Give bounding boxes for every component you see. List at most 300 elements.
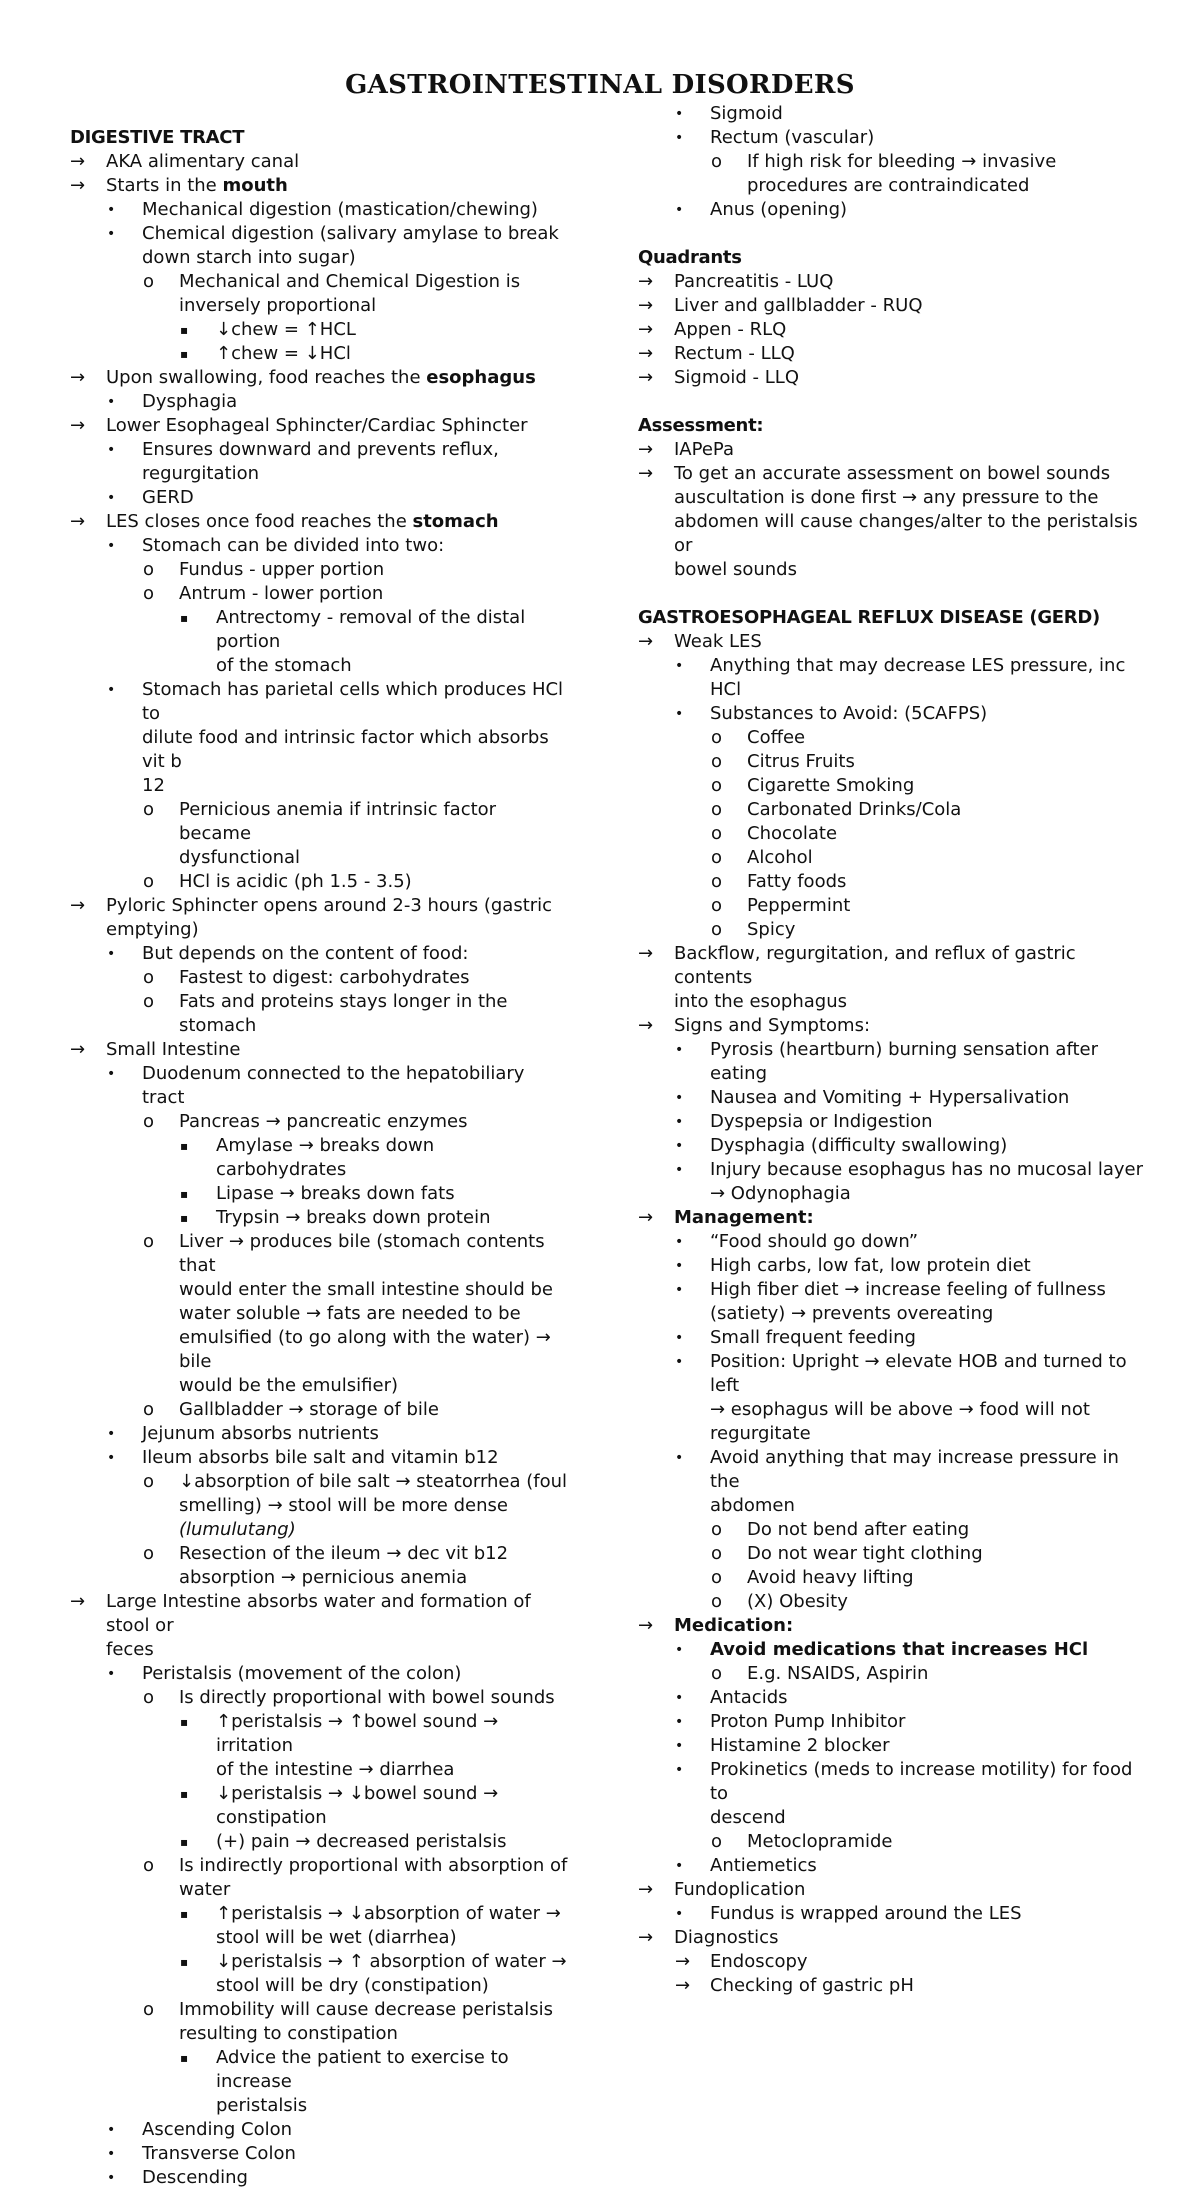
outline-item [638,294,1143,318]
item-text: E.g. NSAIDS, Aspirin [747,1663,929,1684]
disc-bullet-icon: • [675,1162,684,1178]
section-heading [638,606,1143,630]
item-text: Pernicious anemia if intrinsic factor became dysfunctional [179,799,497,868]
item-text: Anus (opening) [710,199,848,220]
outline-item [70,510,570,534]
item-text: Ensures downward and prevents reflux, regurgitation [142,439,499,484]
circle-bullet-icon: o [143,1855,155,1876]
item-text: Antrectomy - removal of the distal portion of the stomach [216,607,526,676]
item-text: Mechanical digestion (mastication/chewing) [142,199,538,220]
outline-item [70,942,570,966]
outline-item [70,318,570,342]
right-column [638,102,1143,1998]
disc-bullet-icon: • [675,1714,684,1730]
item-text: Dyspepsia or Indigestion [710,1111,933,1132]
square-bullet-icon: ▪ [180,1187,189,1201]
circle-bullet-icon: o [711,1663,723,1684]
item-text: ↑peristalsis → ↑bowel sound → irritation of the intestine → diarrhea [216,1711,499,1780]
item-text: Avoid anything that may increase pressure in the abdomen [710,1447,1119,1516]
outline-item [638,1590,1143,1614]
circle-bullet-icon: o [143,799,155,820]
arrow-bullet-icon: → [70,175,86,196]
section-heading [638,246,1143,270]
outline-item [638,1638,1143,1662]
disc-bullet-icon: • [107,394,116,410]
circle-bullet-icon: o [143,1399,155,1420]
item-text: GERD [142,487,194,508]
outline-item [638,1902,1143,1926]
disc-bullet-icon: • [675,130,684,146]
circle-bullet-icon: o [143,991,155,1012]
outline-item [70,1950,570,1998]
circle-bullet-icon: o [711,1831,723,1852]
outline-item [638,1878,1143,1902]
outline-item [70,2142,570,2166]
item-text: Coffee [747,727,806,748]
item-text: DIGESTIVE TRACT [70,127,245,148]
outline-item [70,1662,570,1686]
disc-bullet-icon: • [107,202,116,218]
outline-item [638,198,1143,222]
item-text: (X) Obesity [747,1591,848,1612]
disc-bullet-icon: • [675,1234,684,1250]
arrow-bullet-icon: → [638,271,654,292]
bold-term: esophagus [426,367,536,388]
outline-item [638,726,1143,750]
item-text: Advice the patient to exercise to increase peristalsis [216,2047,509,2116]
circle-bullet-icon: o [143,1687,155,1708]
section-heading [70,126,570,150]
item-text: Peppermint [747,895,851,916]
outline-item [70,1110,570,1134]
item-text [674,1614,1143,1638]
outline-item [70,798,570,870]
outline-item [70,1830,570,1854]
section-spacer [638,582,1143,606]
outline-item [638,318,1143,342]
outline-item [638,1326,1143,1350]
item-text: Sigmoid - LLQ [674,367,799,388]
outline-item [638,126,1143,150]
outline-item [70,198,570,222]
item-text: Cigarette Smoking [747,775,915,796]
item-text: ↓absorption of bile salt → steatorrhea (foul smelling) → stool will be more dense (lumulutang) [179,1471,568,1540]
outline-item [70,1998,570,2046]
outline-item [70,438,570,486]
item-text: Immobility will cause decrease peristalsis resulting to constipation [179,1999,554,2044]
circle-bullet-icon: o [143,1543,155,1564]
item-text: (+) pain → decreased peristalsis [216,1831,507,1852]
bold-term: Avoid medications that increases HCl [710,1639,1089,1660]
outline-item [638,654,1143,702]
item-text: Trypsin → breaks down protein [216,1207,491,1228]
item-text: Fundoplication [674,1879,806,1900]
outline-item [638,894,1143,918]
item-text: Stomach has parietal cells which produces HCl to dilute food and intrinsic factor which absorbs vit b 12 [142,679,564,796]
outline-item [638,846,1143,870]
item-text: Ileum absorbs bile salt and vitamin b12 [142,1447,499,1468]
outline-item [70,894,570,942]
outline-item [70,2046,570,2118]
outline-item [638,1014,1143,1038]
circle-bullet-icon: o [143,559,155,580]
outline-item [70,1590,570,1662]
item-text: Amylase → breaks down carbohydrates [216,1135,435,1180]
disc-bullet-icon: • [107,2170,116,2186]
item-text: Pyloric Sphincter opens around 2-3 hours (gastric emptying) [106,895,553,940]
item-text: Liver and gallbladder - RUQ [674,295,923,316]
arrow-bullet-icon: → [638,631,654,652]
square-bullet-icon: ▪ [180,1835,189,1849]
arrow-bullet-icon: → [638,1615,654,1636]
bold-term: stomach [412,511,499,532]
disc-bullet-icon: • [675,706,684,722]
item-text: Resection of the ileum → dec vit b12 absorption → pernicious anemia [179,1543,509,1588]
outline-item [70,1710,570,1782]
circle-bullet-icon: o [711,1519,723,1540]
section-spacer [638,390,1143,414]
item-text: Lower Esophageal Sphincter/Cardiac Sphincter [106,415,528,436]
square-bullet-icon: ▪ [180,611,189,625]
arrow-bullet-icon: → [70,151,86,172]
item-text: Is indirectly proportional with absorption of water [179,1855,568,1900]
circle-bullet-icon: o [711,1591,723,1612]
item-text: Lipase → breaks down fats [216,1183,455,1204]
outline-item [70,2118,570,2142]
item-text: Chemical digestion (salivary amylase to break down starch into sugar) [142,223,559,268]
outline-item [70,1134,570,1182]
outline-item [70,1398,570,1422]
outline-item [70,1422,570,1446]
disc-bullet-icon: • [107,1426,116,1442]
square-bullet-icon: ▪ [180,2051,189,2065]
disc-bullet-icon: • [107,2122,116,2138]
item-text: Do not wear tight clothing [747,1543,983,1564]
outline-item [70,150,570,174]
italic-term: (lumulutang) [179,1519,296,1540]
circle-bullet-icon: o [711,919,723,940]
item-text: AKA alimentary canal [106,151,300,172]
disc-bullet-icon: • [675,1138,684,1154]
item-text: Dysphagia [142,391,238,412]
outline-item [638,1278,1143,1326]
circle-bullet-icon: o [143,1231,155,1252]
page-title: GASTROINTESTINAL DISORDERS [345,70,855,100]
arrow-bullet-icon: → [70,415,86,436]
disc-bullet-icon: • [675,1690,684,1706]
item-text: Transverse Colon [142,2143,296,2164]
item-text: Weak LES [674,631,762,652]
arrow-bullet-icon: → [638,1879,654,1900]
bold-term: Management: [674,1207,814,1228]
outline-item [638,1542,1143,1566]
outline-item [638,150,1143,198]
disc-bullet-icon: • [675,1090,684,1106]
item-text: Histamine 2 blocker [710,1735,890,1756]
item-text: Pyrosis (heartburn) burning sensation after eating [710,1039,1099,1084]
item-text: Assessment: [638,415,764,436]
item-text: If high risk for bleeding → invasive procedures are contraindicated [747,151,1057,196]
outline-item [70,1782,570,1830]
item-text: Pancreatitis - LUQ [674,271,834,292]
item-text: Quadrants [638,247,742,268]
outline-item [70,606,570,678]
arrow-bullet-icon: → [638,319,654,340]
item-text: Substances to Avoid: (5CAFPS) [710,703,988,724]
disc-bullet-icon: • [107,226,116,242]
outline-item [638,102,1143,126]
item-text: Do not bend after eating [747,1519,970,1540]
disc-bullet-icon: • [675,1282,684,1298]
outline-item [638,342,1143,366]
disc-bullet-icon: • [107,442,116,458]
item-text: Upon swallowing, food reaches the esophagus [106,367,536,388]
outline-item [638,1110,1143,1134]
arrow-bullet-icon: → [638,1927,654,1948]
outline-item [70,678,570,798]
disc-bullet-icon: • [107,490,116,506]
item-text: Carbonated Drinks/Cola [747,799,962,820]
arrow-bullet-icon: → [638,295,654,316]
item-text: Rectum - LLQ [674,343,795,364]
disc-bullet-icon: • [107,1450,116,1466]
item-text: Gallbladder → storage of bile [179,1399,439,1420]
outline-item [638,1662,1143,1686]
item-text: Sigmoid [710,103,783,124]
disc-bullet-icon: • [675,1906,684,1922]
item-text: Checking of gastric pH [710,1975,914,1996]
item-text [710,1638,1143,1662]
outline-item [638,870,1143,894]
outline-item [638,462,1143,582]
disc-bullet-icon: • [107,1666,116,1682]
item-text: Liver → produces bile (stomach contents that would enter the small intestine should be water soluble → fats are needed to be emulsified (to go along with the water) → bile would be the emulsifier) [179,1231,553,1396]
disc-bullet-icon: • [675,1330,684,1346]
item-text: Mechanical and Chemical Digestion is inversely proportional [179,271,521,316]
item-text: ↓peristalsis → ↓bowel sound → constipation [216,1783,499,1828]
circle-bullet-icon: o [711,823,723,844]
outline-item [638,1566,1143,1590]
item-text: Dysphagia (difficulty swallowing) [710,1135,1008,1156]
item-text: Chocolate [747,823,838,844]
item-text: Spicy [747,919,796,940]
outline-item [638,630,1143,654]
outline-item [638,1854,1143,1878]
disc-bullet-icon: • [675,1642,684,1658]
outline-item [70,1686,570,1710]
outline-item [70,390,570,414]
circle-bullet-icon: o [143,1999,155,2020]
square-bullet-icon: ▪ [180,1907,189,1921]
item-text: Starts in the mouth [106,175,288,196]
outline-item [70,1230,570,1398]
section-spacer [638,222,1143,246]
item-text: But depends on the content of food: [142,943,469,964]
item-text: Antiemetics [710,1855,817,1876]
outline-item [638,1734,1143,1758]
outline-item [638,702,1143,726]
item-text: HCl is acidic (ph 1.5 - 3.5) [179,871,412,892]
item-text: Small frequent feeding [710,1327,916,1348]
outline-item [70,1182,570,1206]
outline-item [70,582,570,606]
arrow-bullet-icon: → [70,511,86,532]
square-bullet-icon: ▪ [180,1211,189,1225]
outline-item [70,990,570,1038]
circle-bullet-icon: o [143,271,155,292]
outline-item [70,1038,570,1062]
disc-bullet-icon: • [675,1258,684,1274]
arrow-bullet-icon: → [638,943,654,964]
outline-item [70,1206,570,1230]
outline-item [70,870,570,894]
outline-item [638,1518,1143,1542]
outline-item [638,1350,1143,1446]
arrow-bullet-icon: → [70,1591,86,1612]
outline-item [70,1542,570,1590]
outline-item [70,1470,570,1542]
outline-item [638,1446,1143,1518]
outline-item [638,1974,1143,1998]
arrow-bullet-icon: → [638,343,654,364]
item-text: Antacids [710,1687,788,1708]
outline-item [638,366,1143,390]
circle-bullet-icon: o [711,847,723,868]
outline-item [638,1614,1143,1638]
disc-bullet-icon: • [675,1738,684,1754]
arrow-bullet-icon: → [70,367,86,388]
arrow-bullet-icon: → [638,367,654,388]
item-text: Signs and Symptoms: [674,1015,871,1036]
item-text: High fiber diet → increase feeling of fullness (satiety) → prevents overeating [710,1279,1106,1324]
disc-bullet-icon: • [675,1762,684,1778]
arrow-bullet-icon: → [675,1975,691,1996]
outline-item [70,174,570,198]
item-text: Pancreas → pancreatic enzymes [179,1111,468,1132]
outline-item [70,342,570,366]
bold-term: Medication: [674,1615,794,1636]
item-text: Descending [142,2167,248,2188]
circle-bullet-icon: o [711,895,723,916]
item-text: Diagnostics [674,1927,779,1948]
item-text: LES closes once food reaches the stomach [106,511,499,532]
outline-item [70,414,570,438]
outline-item [70,534,570,558]
arrow-bullet-icon: → [638,463,654,484]
disc-bullet-icon: • [675,1114,684,1130]
square-bullet-icon: ▪ [180,1955,189,1969]
item-text: Jejunum absorbs nutrients [142,1423,379,1444]
arrow-bullet-icon: → [638,439,654,460]
item-text: Backflow, regurgitation, and reflux of gastric contents into the esophagus [674,943,1076,1012]
item-text: IAPePa [674,439,734,460]
item-text: ↓chew = ↑HCL [216,319,356,340]
item-text: Appen - RLQ [674,319,787,340]
arrow-bullet-icon: → [675,1951,691,1972]
arrow-bullet-icon: → [638,1207,654,1228]
disc-bullet-icon: • [107,538,116,554]
circle-bullet-icon: o [143,871,155,892]
item-text: ↑peristalsis → ↓absorption of water → stool will be wet (diarrhea) [216,1903,561,1948]
outline-item [638,1686,1143,1710]
outline-item [638,1038,1143,1086]
circle-bullet-icon: o [711,727,723,748]
circle-bullet-icon: o [711,799,723,820]
item-text: Fastest to digest: carbohydrates [179,967,470,988]
item-text: Alcohol [747,847,813,868]
item-text: Prokinetics (meds to increase motility) for food to descend [710,1759,1133,1828]
square-bullet-icon: ▪ [180,1787,189,1801]
item-text: Avoid heavy lifting [747,1567,914,1588]
item-text: Metoclopramide [747,1831,893,1852]
arrow-bullet-icon: → [638,1015,654,1036]
item-text: Ascending Colon [142,2119,293,2140]
item-text: Fundus - upper portion [179,559,385,580]
outline-item [638,1134,1143,1158]
circle-bullet-icon: o [143,967,155,988]
item-text: Peristalsis (movement of the colon) [142,1663,462,1684]
item-text: Citrus Fruits [747,751,855,772]
outline-item [638,798,1143,822]
item-text: ↓peristalsis → ↑ absorption of water → stool will be dry (constipation) [216,1951,567,1996]
item-text: ↑chew = ↓HCl [216,343,351,364]
item-text: Nausea and Vomiting + Hypersalivation [710,1087,1070,1108]
outline-item [70,2166,570,2190]
item-text: Is directly proportional with bowel sounds [179,1687,555,1708]
outline-item [638,1206,1143,1230]
outline-item [70,366,570,390]
outline-item [70,222,570,270]
item-text: High carbs, low fat, low protein diet [710,1255,1031,1276]
outline-item [70,1854,570,1902]
item-text: Fatty foods [747,871,847,892]
item-text: Rectum (vascular) [710,127,875,148]
outline-item [638,918,1143,942]
section-heading [638,414,1143,438]
disc-bullet-icon: • [107,1066,116,1082]
item-text: Fats and proteins stays longer in the stomach [179,991,508,1036]
item-text: Large Intestine absorbs water and formation of stool or feces [106,1591,531,1660]
outline-item [638,750,1143,774]
disc-bullet-icon: • [675,1042,684,1058]
circle-bullet-icon: o [711,775,723,796]
disc-bullet-icon: • [675,1354,684,1370]
item-text: Proton Pump Inhibitor [710,1711,906,1732]
circle-bullet-icon: o [143,1111,155,1132]
arrow-bullet-icon: → [70,895,86,916]
item-text: Endoscopy [710,1951,808,1972]
bold-term: mouth [222,175,288,196]
circle-bullet-icon: o [711,1567,723,1588]
square-bullet-icon: ▪ [180,347,189,361]
disc-bullet-icon: • [107,946,116,962]
circle-bullet-icon: o [711,871,723,892]
item-text: Duodenum connected to the hepatobiliary tract [142,1063,525,1108]
item-text: Position: Upright → elevate HOB and turned to left → esophagus will be above → food will not regurgitate [710,1351,1127,1444]
circle-bullet-icon: o [711,151,723,172]
disc-bullet-icon: • [107,2146,116,2162]
outline-item [70,1902,570,1950]
square-bullet-icon: ▪ [180,1715,189,1729]
disc-bullet-icon: • [675,658,684,674]
outline-item [70,1062,570,1110]
circle-bullet-icon: o [143,1471,155,1492]
item-text: GASTROESOPHAGEAL REFLUX DISEASE (GERD) [638,607,1100,628]
outline-item [70,1446,570,1470]
square-bullet-icon: ▪ [180,323,189,337]
outline-item [638,942,1143,1014]
disc-bullet-icon: • [675,1450,684,1466]
